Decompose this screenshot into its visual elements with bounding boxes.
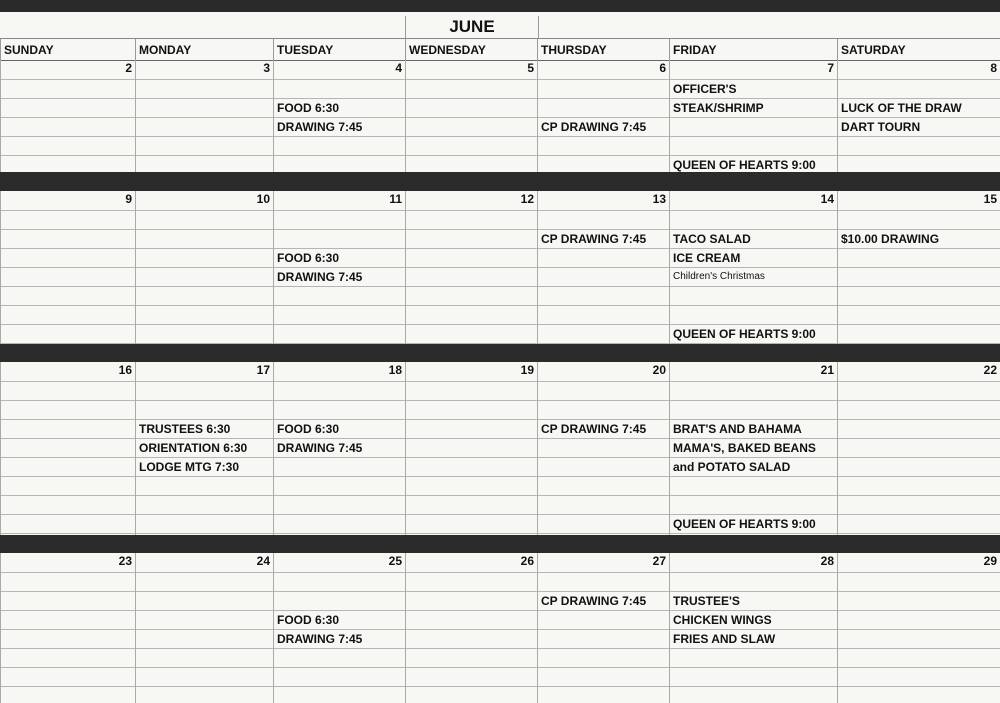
calendar-event: FRIES AND SLAW bbox=[673, 632, 776, 646]
day-number: 6 bbox=[659, 61, 666, 75]
day-number: 12 bbox=[520, 192, 534, 206]
day-number: 10 bbox=[256, 192, 270, 206]
day-number: 22 bbox=[983, 363, 997, 377]
day-number: 18 bbox=[388, 363, 402, 377]
calendar-event: Children's Christmas bbox=[673, 271, 765, 282]
calendar-event: and POTATO SALAD bbox=[673, 460, 791, 474]
calendar-event: DART TOURN bbox=[841, 120, 921, 134]
day-number: 25 bbox=[388, 554, 402, 568]
calendar-event: CHICKEN WINGS bbox=[673, 613, 772, 627]
day-cell bbox=[669, 553, 837, 703]
calendar-event: STEAK/SHRIMP bbox=[673, 101, 764, 115]
day-number: 17 bbox=[256, 363, 270, 377]
day-number: 29 bbox=[983, 554, 997, 568]
day-number: 19 bbox=[520, 363, 534, 377]
day-header-row bbox=[0, 38, 1000, 61]
calendar-event: DRAWING 7:45 bbox=[277, 441, 363, 455]
week-4 bbox=[0, 553, 1000, 703]
day-number: 16 bbox=[118, 363, 132, 377]
day-cell bbox=[837, 362, 1000, 535]
calendar-event: ORIENTATION 6:30 bbox=[139, 441, 248, 455]
calendar-event: $10.00 DRAWING bbox=[841, 232, 940, 246]
day-number: 9 bbox=[125, 192, 132, 206]
day-name-monday: MONDAY bbox=[135, 39, 273, 60]
calendar-event: ICE CREAM bbox=[673, 251, 741, 265]
calendar-event: TRUSTEES 6:30 bbox=[139, 422, 231, 436]
calendar-event: LUCK OF THE DRAW bbox=[841, 101, 962, 115]
calendar-event: LODGE MTG 7:30 bbox=[139, 460, 240, 474]
week-separator-bar bbox=[0, 344, 1000, 362]
day-cell bbox=[135, 191, 273, 344]
calendar-event: DRAWING 7:45 bbox=[277, 632, 363, 646]
week-1 bbox=[0, 60, 1000, 172]
day-number: 27 bbox=[652, 554, 666, 568]
week-separator-bar bbox=[0, 172, 1000, 191]
day-number: 4 bbox=[395, 61, 402, 75]
day-name-thursday: THURSDAY bbox=[537, 39, 669, 60]
day-number: 20 bbox=[652, 363, 666, 377]
calendar-event: QUEEN OF HEARTS 9:00 bbox=[673, 517, 816, 531]
calendar-event: FOOD 6:30 bbox=[277, 251, 340, 265]
day-number: 5 bbox=[527, 61, 534, 75]
day-cell bbox=[0, 362, 135, 535]
day-number: 13 bbox=[652, 192, 666, 206]
day-cell bbox=[837, 191, 1000, 344]
top-black-bar bbox=[0, 0, 1000, 12]
day-number: 2 bbox=[125, 61, 132, 75]
day-cell bbox=[405, 60, 537, 172]
day-cell bbox=[669, 191, 837, 344]
month-title: JUNE bbox=[405, 16, 539, 38]
day-number: 28 bbox=[820, 554, 834, 568]
day-number: 21 bbox=[820, 363, 834, 377]
day-cell bbox=[405, 191, 537, 344]
day-cell bbox=[669, 60, 837, 172]
calendar-event: CP DRAWING 7:45 bbox=[541, 422, 647, 436]
day-name-sunday: SUNDAY bbox=[0, 39, 135, 60]
day-cell bbox=[273, 60, 405, 172]
day-cell bbox=[135, 60, 273, 172]
day-number: 24 bbox=[256, 554, 270, 568]
week-3 bbox=[0, 362, 1000, 535]
calendar-event: FOOD 6:30 bbox=[277, 613, 340, 627]
calendar-event: TRUSTEE'S bbox=[673, 594, 740, 608]
day-name-friday: FRIDAY bbox=[669, 39, 837, 60]
day-number: 7 bbox=[827, 61, 834, 75]
calendar-event: DRAWING 7:45 bbox=[277, 120, 363, 134]
calendar-event: QUEEN OF HEARTS 9:00 bbox=[673, 158, 816, 172]
day-cell bbox=[135, 553, 273, 703]
calendar-event: TACO SALAD bbox=[673, 232, 751, 246]
day-cell bbox=[0, 553, 135, 703]
calendar-event: MAMA'S, BAKED BEANS bbox=[673, 441, 816, 455]
day-name-saturday: SATURDAY bbox=[837, 39, 1000, 60]
day-number: 15 bbox=[983, 192, 997, 206]
calendar-event: DRAWING 7:45 bbox=[277, 270, 363, 284]
day-number: 26 bbox=[520, 554, 534, 568]
day-cell bbox=[837, 60, 1000, 172]
day-cell bbox=[273, 191, 405, 344]
day-cell bbox=[405, 362, 537, 535]
day-number: 8 bbox=[990, 61, 997, 75]
week-separator-bar bbox=[0, 535, 1000, 553]
day-name-tuesday: TUESDAY bbox=[273, 39, 405, 60]
calendar-event: OFFICER'S bbox=[673, 82, 737, 96]
day-cell bbox=[405, 553, 537, 703]
day-cell bbox=[537, 553, 669, 703]
day-cell bbox=[537, 60, 669, 172]
week-2 bbox=[0, 191, 1000, 344]
calendar-event: QUEEN OF HEARTS 9:00 bbox=[673, 327, 816, 341]
calendar-event: BRAT'S AND BAHAMA bbox=[673, 422, 802, 436]
calendar-event: FOOD 6:30 bbox=[277, 422, 340, 436]
day-number: 3 bbox=[263, 61, 270, 75]
day-cell bbox=[0, 191, 135, 344]
day-number: 14 bbox=[820, 192, 834, 206]
day-cell bbox=[537, 191, 669, 344]
day-number: 23 bbox=[118, 554, 132, 568]
day-name-wednesday: WEDNESDAY bbox=[405, 39, 537, 60]
day-cell bbox=[537, 362, 669, 535]
calendar-event: CP DRAWING 7:45 bbox=[541, 120, 647, 134]
day-cell bbox=[837, 553, 1000, 703]
calendar-event: CP DRAWING 7:45 bbox=[541, 232, 647, 246]
calendar-event: CP DRAWING 7:45 bbox=[541, 594, 647, 608]
day-number: 11 bbox=[389, 192, 402, 206]
calendar-event: FOOD 6:30 bbox=[277, 101, 340, 115]
day-cell bbox=[273, 553, 405, 703]
day-cell bbox=[0, 60, 135, 172]
